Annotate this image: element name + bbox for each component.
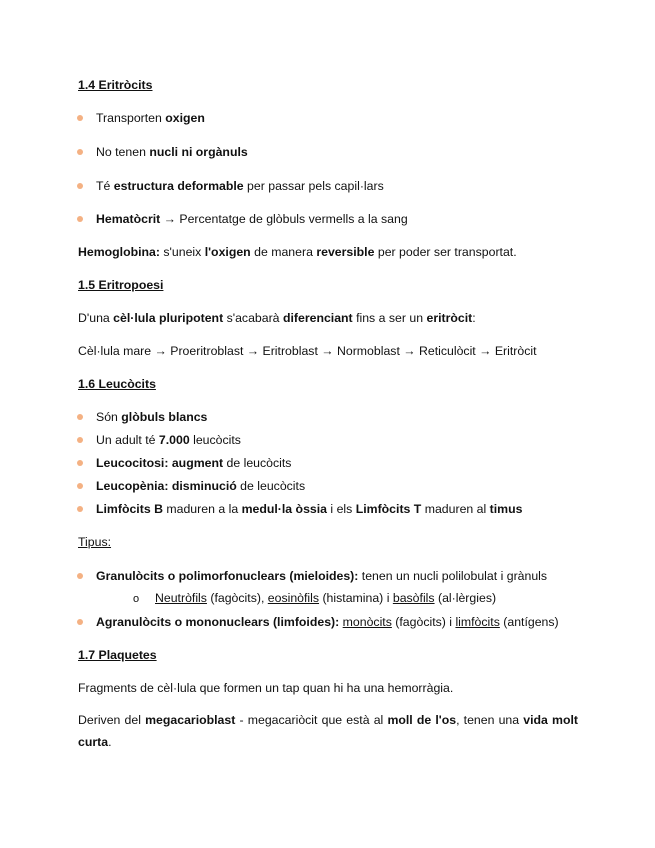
bullet-marker: [77, 460, 83, 466]
bullet-marker: [77, 216, 83, 222]
list-item: Transporten oxigen: [96, 111, 205, 125]
list-item: Leucocitosi: augment de leucòcits: [96, 456, 292, 470]
bullet-marker: [77, 573, 83, 579]
bullet-marker: [77, 619, 83, 625]
bullet-marker: [77, 414, 83, 420]
list-item: Hematòcrit → Percentatge de glòbuls vermells a la sang: [96, 212, 408, 226]
section-heading-1-5: 1.5 Eritropoesi: [78, 278, 164, 292]
bullet-marker: [77, 149, 83, 155]
list-item-granulocits-types: Neutròfils (fagòcits), eosinòfils (histamina) i basòfils (al·lèrgies): [155, 591, 497, 605]
list-item: No tenen nucli ni orgànuls: [96, 145, 248, 159]
list-item: Leucopènia: disminució de leucòcits: [96, 479, 306, 493]
list-item: Té estructura deformable per passar pels capil·lars: [96, 179, 384, 193]
plaquetes-paragraph-1: Fragments de cèl·lula que formen un tap quan hi ha una hemorràgia.: [78, 681, 454, 695]
tipus-label: Tipus:: [78, 535, 112, 549]
eritropoesi-sequence: Cèl·lula mare → Proeritroblast → Eritroblast → Normoblast → Reticulòcit → Eritròcit: [78, 344, 537, 358]
list-item: Un adult té 7.000 leucòcits: [96, 433, 241, 447]
list-item-agranulocits: Agranulòcits o mononuclears (limfoides): monòcits (fagòcits) i limfòcits (antígens): [96, 615, 559, 629]
list-item: Limfòcits B maduren a la medul·la òssia i els Limfòcits T maduren al timus: [96, 502, 523, 516]
hemoglobina-paragraph: Hemoglobina: s'uneix l'oxigen de manera reversible per poder ser transportat.: [78, 245, 517, 259]
bullet-marker: [77, 483, 83, 489]
bullet-marker: [77, 506, 83, 512]
section-heading-1-4: 1.4 Eritròcits: [78, 78, 153, 92]
bullet-marker: [77, 115, 83, 121]
plaquetes-paragraph-2: Deriven del megacarioblast - megacariòcit que està al moll de l'os, tenen una vida molt curta.: [78, 713, 578, 749]
bullet-marker: [77, 437, 83, 443]
list-item-granulocits: Granulòcits o polimorfonuclears (mieloides): tenen un nucli polilobulat i grànuls: [96, 569, 548, 583]
section-heading-1-7: 1.7 Plaquetes: [78, 648, 157, 662]
section-heading-1-6: 1.6 Leucòcits: [78, 377, 156, 391]
sub-bullet-marker: o: [133, 593, 140, 605]
eritropoesi-paragraph: D'una cèl·lula pluripotent s'acabarà diferenciant fins a ser un eritròcit:: [78, 311, 476, 325]
list-item: Són glòbuls blancs: [96, 410, 208, 424]
bullet-marker: [77, 183, 83, 189]
